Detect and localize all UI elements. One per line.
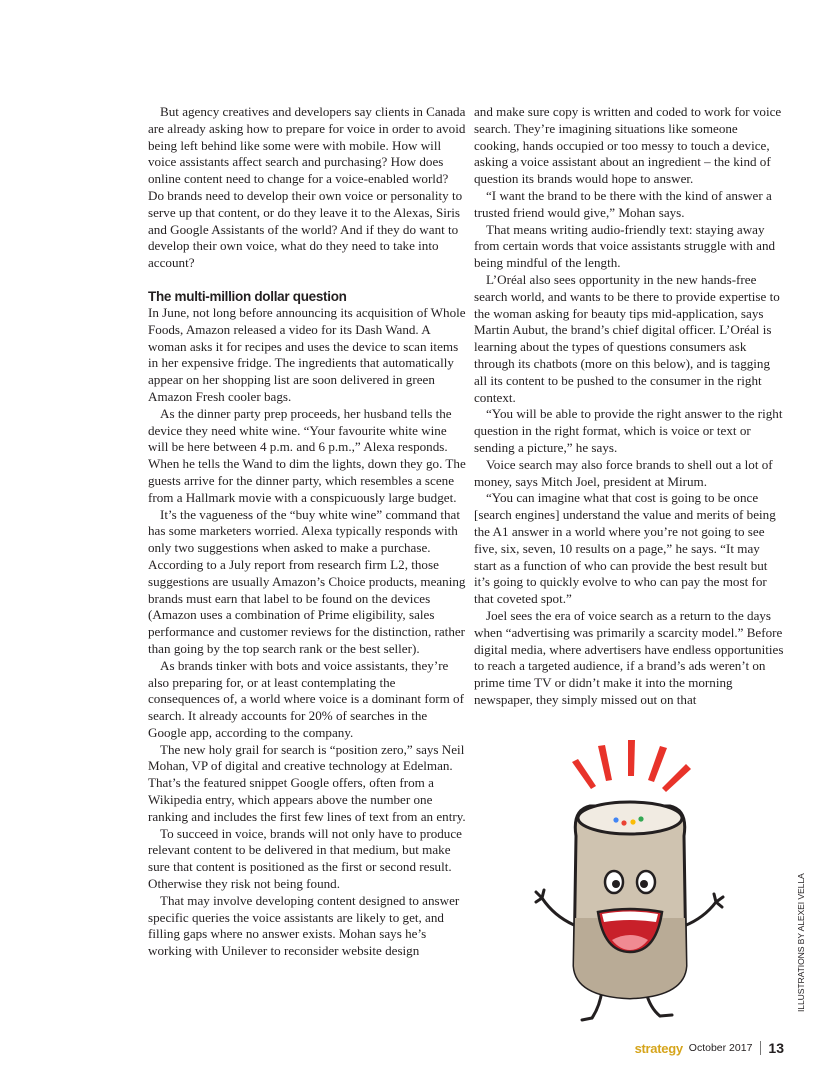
- body-paragraph: It’s the vagueness of the “buy white wine” command that has some marketers worried. Alexa typically responds with only two suggestions when asked to make a purchase. According to a July report from research firm L2, those suggestions are usually Amazon’s Choice products, meaning brands must earn that label to be found on the devices (Amazon uses a combination of Prime eligibility, sales performance and customer reviews for the distinction, rather than going by the top search rank or the best seller).: [148, 506, 466, 656]
- footer-divider: [760, 1041, 761, 1055]
- body-paragraph: and make sure copy is written and coded to work for voice search. They’re imagining situations like someone cooking, hands occupied or too messy to touch a device, asking a voice assistant about an ingredient – the kind of question its brands would hope to answer.: [474, 104, 782, 187]
- illustration-credit: ILLUSTRATIONS BY ALEXEI VELLA: [796, 873, 806, 1012]
- body-paragraph: L’Oréal also sees opportunity in the new hands-free search world, and wants to be there to provide expertise to the woman asking for beauty tips mid-application, says Martin Aubut, the brand’s chief digital officer. L’Oréal is learning about the types of questions consumers ask through its chatbots (more on this below), and is tagging all its content to be pushed to the consumer in the right context.: [474, 271, 780, 405]
- section-subheading: The multi-million dollar question: [148, 288, 347, 304]
- body-paragraph: But agency creatives and developers say clients in Canada are already asking how to prepare for voice in order to avoid being left behind like some were with mobile. How will voice assistants affect search and purchasing? How does online content need to change for a voice-enabled world? Do brands need to develop their own voice or personality to serve up that content, or do they leave it to the Alexas, Siris and Google Assistants of the world? And if they do want to develop their own voice, what do they need to take into account?: [148, 104, 466, 271]
- body-paragraph: As brands tinker with bots and voice assistants, they’re also preparing for, or at least contemplating the consequences of, a world where voice is a dominant form of search. It already accounts for 20% of searches in the Google app, according to the company.: [148, 657, 464, 740]
- body-paragraph: Voice search may also force brands to shell out a lot of money, says Mitch Joel, president at Mirum.: [474, 456, 773, 489]
- magazine-brand: strategy: [634, 1040, 683, 1056]
- body-paragraph: Joel sees the era of voice search as a return to the days when “advertising was primarily a scarcity model.” Before digital media, where advertisers have endless opportunities to reach a targeted audience, if a brand’s ads weren’t on prime time TV or didn’t make it into the morning newspaper, they simply missed out on that: [474, 607, 784, 707]
- body-paragraph: That may involve developing content designed to answer specific queries the voice assistants are likely to get, and filling gaps where no answer exists. Mohan says he’s working with Unilever to reconsider website design: [148, 892, 460, 959]
- body-paragraph: “You will be able to provide the right answer to the right question in the right format, which is voice or text or sending a picture,” he says.: [474, 406, 783, 455]
- page-number: 13: [768, 1040, 784, 1056]
- speaker-top: [578, 802, 682, 834]
- issue-date: October 2017: [688, 1042, 753, 1054]
- exclamation-marks: [572, 740, 691, 792]
- body-paragraph: The new holy grail for search is “position zero,” says Neil Mohan, VP of digital and creative technology at Edelman. That’s the featured snippet Google offers, often from a Wikipedia entry, which appears above the number one ranking and includes the first few lines of text from an entry.: [148, 741, 466, 824]
- body-paragraph: “You can imagine what that cost is going to be once [search engines] understand the value and merits of being the A1 answer in a world where you’re not going to see five, six, seven, 10 results on a page,” he says. “It may start as a function of who can provide the best result but it’s going to quickly evolve to who can pay the most for that coveted spot.”: [474, 490, 776, 607]
- article-left-column: [148, 104, 466, 960]
- body-paragraph: As the dinner party prep proceeds, her husband tells the device they need white wine. “Your favourite white wine will be here between 4 p.m. and 6 p.m.,” Alexa responds. When he tells the Wand to dim the lights, down they go. The guests arrive for the dinner party, which resembles a scene from a Hallmark movie with a conspicuously large budget.: [148, 405, 466, 505]
- article-right-column: [474, 104, 784, 709]
- body-paragraph: “I want the brand to be there with the kind of answer a trusted friend would give,” Mohan says.: [474, 187, 772, 220]
- body-paragraph: To succeed in voice, brands will not only have to produce relevant content to be delivered in that medium, but make sure that content is positioned as the first or second result. Otherwise they risk not being found.: [148, 825, 462, 892]
- page-footer: [635, 1040, 784, 1056]
- body-paragraph: That means writing audio-friendly text: staying away from certain words that voice assistants struggle with and being mindful of the length.: [474, 221, 776, 271]
- body-paragraph: In June, not long before announcing its acquisition of Whole Foods, Amazon released a video for its Dash Wand. A woman asks it for recipes and uses the device to scan items in her expensive fridge. The ingredients that automatically appear on her shopping list are soon delivered in green Amazon Fresh cooler bags.: [148, 304, 466, 404]
- smart-speaker-character-icon: [520, 740, 740, 1030]
